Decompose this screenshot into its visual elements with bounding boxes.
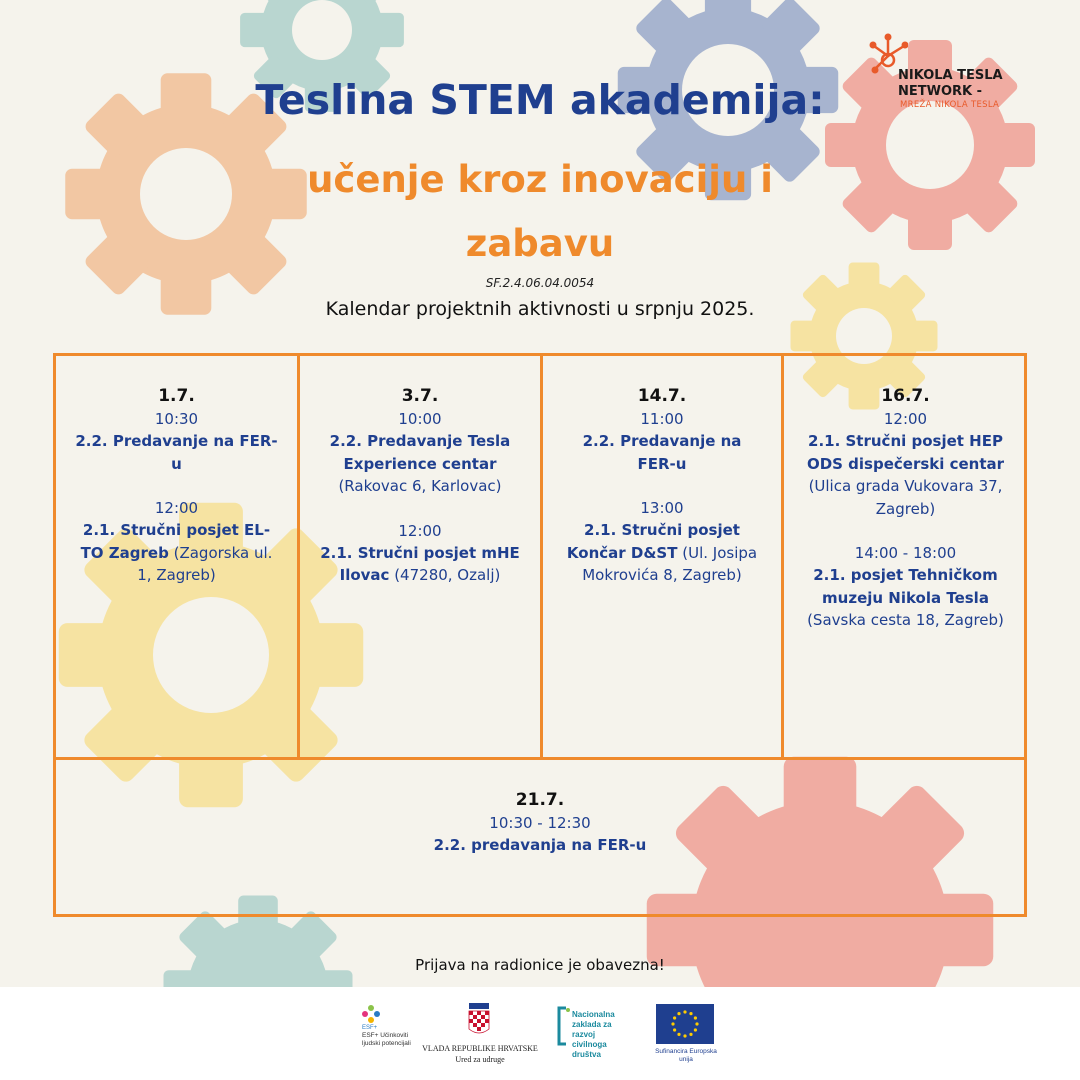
- event-description: [300, 542, 540, 587]
- croatian-coat-of-arms-icon: [467, 1003, 491, 1039]
- event-time: 13:00: [640, 499, 684, 517]
- date-label: 1.7.: [158, 386, 195, 406]
- vlada-logo-text: [420, 1043, 540, 1065]
- nzrcd-logo-text: Nacionalna zaklada za razvoj civilnoga društva: [572, 1010, 615, 1059]
- event-title: 2.1. Stručni posjet EL-TO Zagreb: [80, 521, 271, 562]
- vlada-line1: VLADA REPUBLIKE HRVATSKE: [422, 1044, 538, 1053]
- event-description: [56, 834, 1024, 857]
- event-description: [300, 430, 540, 498]
- registration-note: Prijava na radionice je obavezna!: [415, 956, 665, 974]
- logo-text-line2: NETWORK -: [898, 84, 983, 99]
- nzrcd-bracket-icon: [556, 1006, 572, 1046]
- event-location: (Rakovac 6, Karlovac): [338, 477, 502, 495]
- event-title: 2.2. Predavanje na FER-u: [75, 432, 278, 473]
- event-location: (Ulica grada Vukovara 37, Zagreb): [808, 477, 1003, 518]
- event-time: 12:00: [154, 499, 199, 517]
- calendar-cell-day3: [543, 356, 784, 759]
- esf-mark: ESF+: [362, 1025, 378, 1030]
- event-time: 12:00: [883, 410, 928, 428]
- event-title: 2.1. posjet Tehničkom muzeju Nikola Tesla: [813, 566, 998, 607]
- event-description: [784, 430, 1027, 520]
- page-title: Teslina STEM akademija:: [255, 76, 825, 124]
- project-code: SF.2.4.06.04.0054: [485, 276, 595, 290]
- logo-text-line3: MREŽA NIKOLA TESLA: [900, 100, 1000, 110]
- vlada-line2: Ured za udruge: [455, 1055, 505, 1064]
- eu-logo-text: Sufinancira Europska unija: [655, 1048, 717, 1063]
- date-label: 21.7.: [515, 790, 565, 810]
- event-title: 2.2. Predavanje Tesla Experience centar: [329, 432, 511, 473]
- event-time: 10:00: [398, 410, 442, 428]
- event-location: (Ul. Josipa Mokrovića 8, Zagreb): [582, 543, 758, 584]
- page-subtitle-orange: učenje kroz inovaciju i zabavu: [307, 158, 773, 265]
- footer-logos-bar: [0, 987, 1080, 1080]
- event-description: [56, 430, 297, 475]
- calendar-heading: Kalendar projektnih aktivnosti u srpnju 2025.: [325, 298, 755, 320]
- event-title: 2.1. Stručni posjet Končar D&ST: [566, 521, 740, 562]
- event-time: 11:00: [640, 410, 684, 428]
- logo-text-line1: NIKOLA TESLA: [898, 68, 1003, 83]
- event-location: (47280, Ozalj): [389, 566, 501, 584]
- esf-logo-text: ESF+ Učinkoviti ljudski potencijali: [362, 1032, 411, 1047]
- event-location: (Zagorska ul. 1, Zagreb): [137, 543, 273, 584]
- date-label: 3.7.: [401, 386, 439, 406]
- calendar-cell-day1: [56, 356, 300, 759]
- event-time: 10:30: [154, 410, 199, 428]
- date-label: 16.7.: [881, 386, 930, 406]
- activity-calendar: [53, 353, 1027, 917]
- event-location: (Savska cesta 18, Zagreb): [807, 611, 1004, 629]
- event-title: 2.2. predavanja na FER-u: [433, 836, 647, 854]
- event-description: [543, 430, 781, 475]
- event-time: 12:00: [398, 521, 442, 540]
- date-label: 14.7.: [637, 386, 687, 406]
- event-description: [543, 519, 781, 587]
- calendar-cell-day5: [56, 757, 1024, 914]
- event-title: 2.1. Stručni posjet HEP ODS dispečerski centar: [806, 432, 1005, 473]
- calendar-cell-day4: [784, 356, 1027, 759]
- event-title: 2.2. Predavanje na FER-u: [582, 432, 742, 473]
- event-time: 14:00 - 18:00: [854, 544, 957, 562]
- event-description: [784, 564, 1027, 632]
- esf-logo-icon: [360, 1004, 382, 1030]
- event-time: 10:30 - 12:30: [489, 814, 591, 832]
- event-title: 2.1. Stručni posjet mHE Ilovac: [320, 543, 520, 584]
- event-description: [56, 519, 297, 587]
- calendar-cell-day2: [300, 356, 543, 759]
- eu-flag-icon: [656, 1004, 714, 1044]
